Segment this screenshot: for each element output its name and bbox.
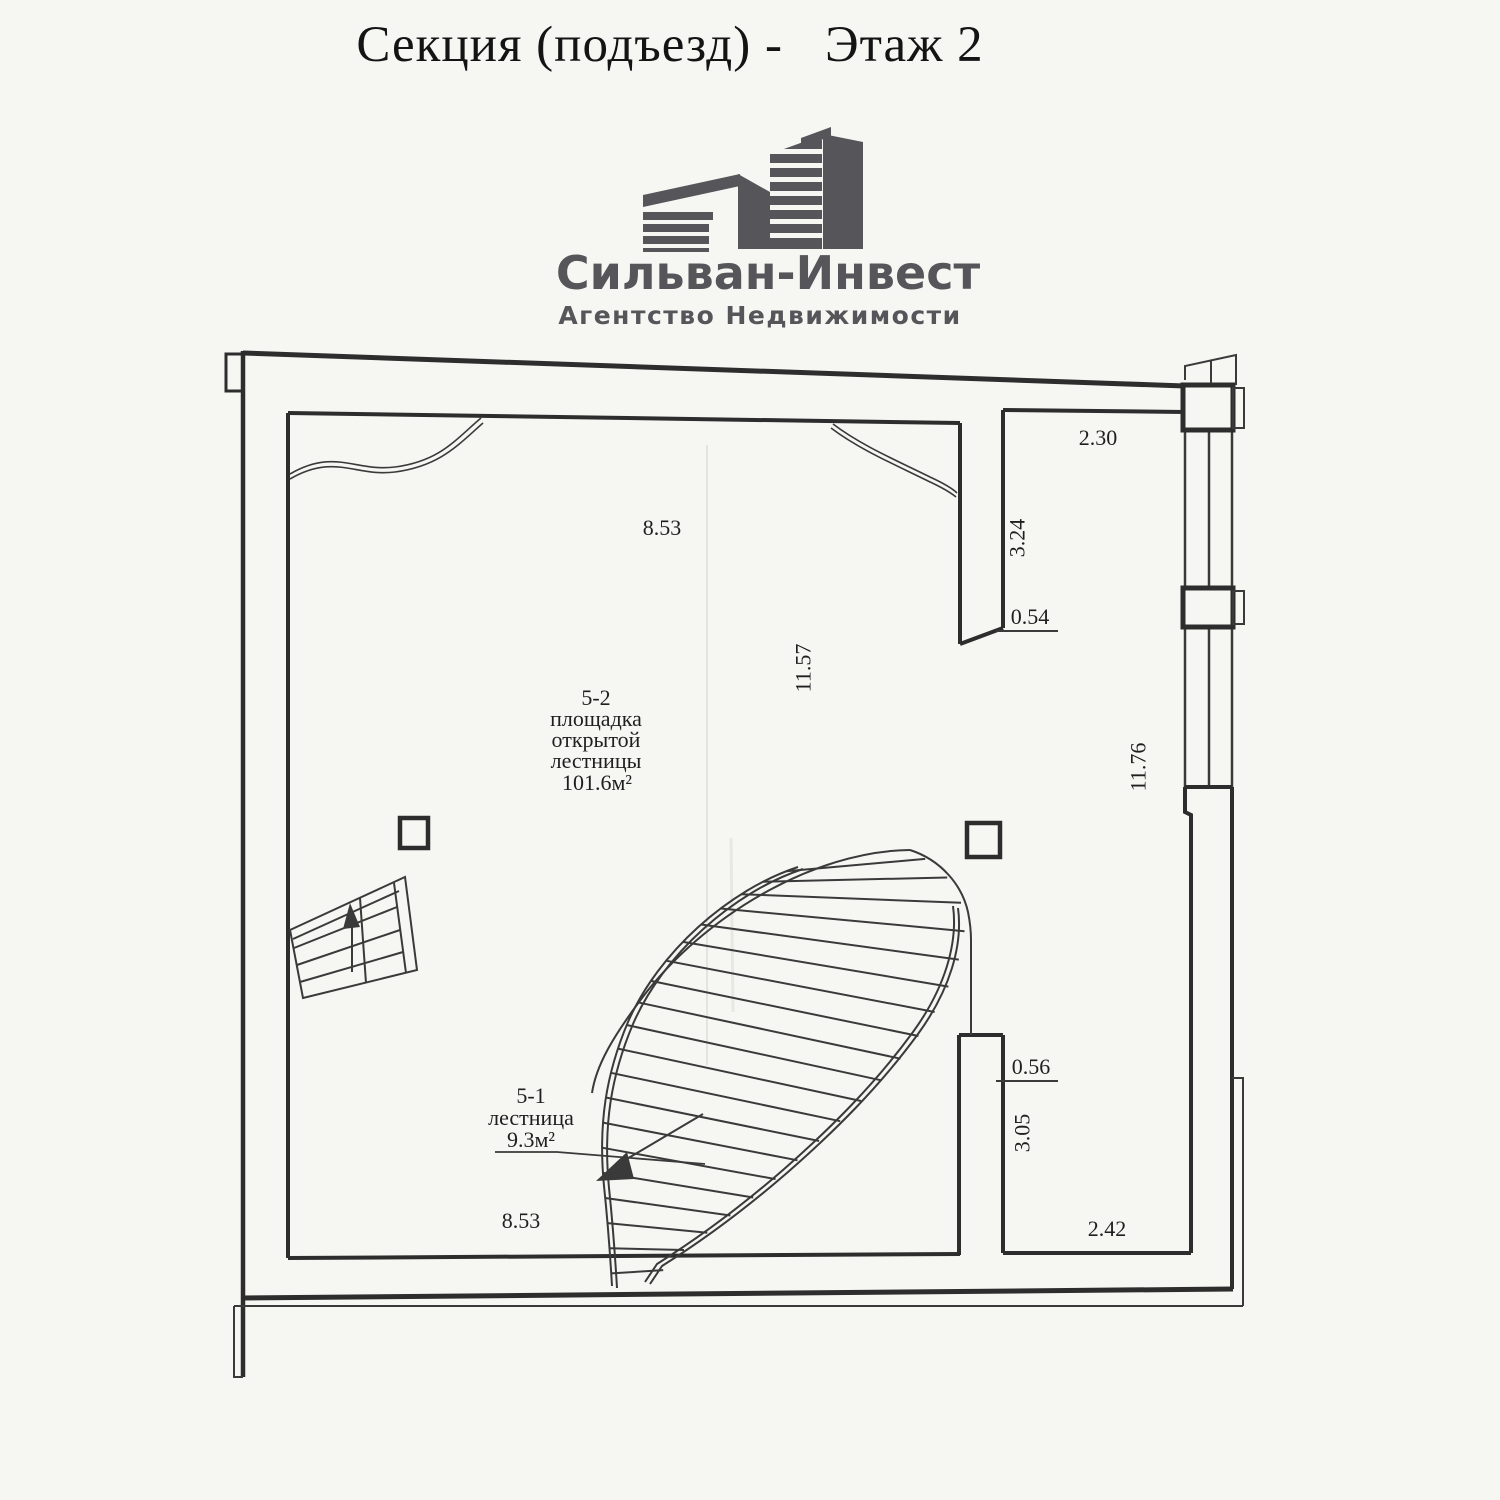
inner-walls [288, 410, 1191, 1258]
wall-stub-bottom [959, 1035, 1003, 1255]
columns [400, 818, 1000, 857]
inner-wall-top-right [1003, 410, 1185, 412]
pillar-middle [1183, 588, 1233, 627]
room-5-1-leader-line [495, 1152, 705, 1164]
svg-text:лестницы: лестницы [550, 748, 642, 773]
break-curve-left-2 [290, 423, 483, 479]
roof-trapezoid [1185, 355, 1236, 385]
window-glazing-lines [1185, 430, 1232, 787]
dim-wall-stub-bottom: 0.56 [1011, 1054, 1051, 1079]
svg-text:открытой: открытой [551, 727, 641, 752]
room-label-5-1 [488, 1083, 705, 1164]
straight-stair-divider [360, 898, 366, 983]
top-left-notch [226, 354, 243, 391]
inner-wall-bottom-left [288, 1254, 960, 1258]
dim-right-wall-height: 11.76 [1125, 742, 1151, 792]
room-label-5-2 [550, 685, 642, 795]
room-area-5-1: 9.3м² [506, 1127, 556, 1152]
dim-niche-top-depth: 3.24 [1004, 518, 1030, 558]
logo-tagline: Агентство Недвижимости [558, 301, 962, 330]
dim-wall-stub-top: 0.54 [1010, 604, 1050, 629]
title-floor-label: Этаж 2 [824, 17, 984, 73]
svg-text:площадка: площадка [550, 706, 642, 731]
straight-stair-top-edge [293, 891, 399, 939]
stair-stringer-lower [650, 908, 959, 1284]
right-wall-lower [1185, 787, 1232, 1289]
window-wall-right [1183, 355, 1244, 1306]
title-section-label: Секция (подъезд) - [356, 17, 783, 73]
dim-interior-height: 11.57 [790, 643, 816, 693]
svg-text:5-1: 5-1 [516, 1083, 546, 1108]
column-left [400, 818, 428, 848]
dim-niche-bottom-width: 2.42 [1087, 1216, 1127, 1241]
straight-stair-stringer [394, 883, 406, 973]
outer-wall-bottom [242, 1289, 1233, 1298]
logo-company-name: Сильван-Инвест [555, 246, 981, 300]
column-right [967, 823, 1000, 857]
inner-wall-top-left [288, 413, 960, 423]
wall-stub-top [960, 410, 1003, 644]
dim-top-width: 8.53 [642, 515, 682, 540]
break-curve-right-2 [831, 428, 956, 497]
dim-niche-top-width: 2.30 [1078, 425, 1118, 450]
dim-niche-bottom-depth: 3.05 [1009, 1113, 1035, 1153]
opening-break-curves [290, 418, 957, 497]
outer-wall-top [243, 353, 1185, 386]
stair-steps [602, 859, 964, 1274]
curved-staircase [592, 850, 971, 1288]
break-curve-left [290, 418, 481, 474]
pillar-top [1183, 385, 1233, 430]
svg-text:5-2: 5-2 [581, 685, 611, 710]
break-curve-right [833, 424, 957, 493]
svg-text:лестница: лестница [488, 1105, 574, 1130]
room-area-5-2: 101.6м² [561, 770, 633, 795]
dim-bottom-width: 8.53 [501, 1208, 541, 1233]
straight-staircase [290, 877, 417, 998]
